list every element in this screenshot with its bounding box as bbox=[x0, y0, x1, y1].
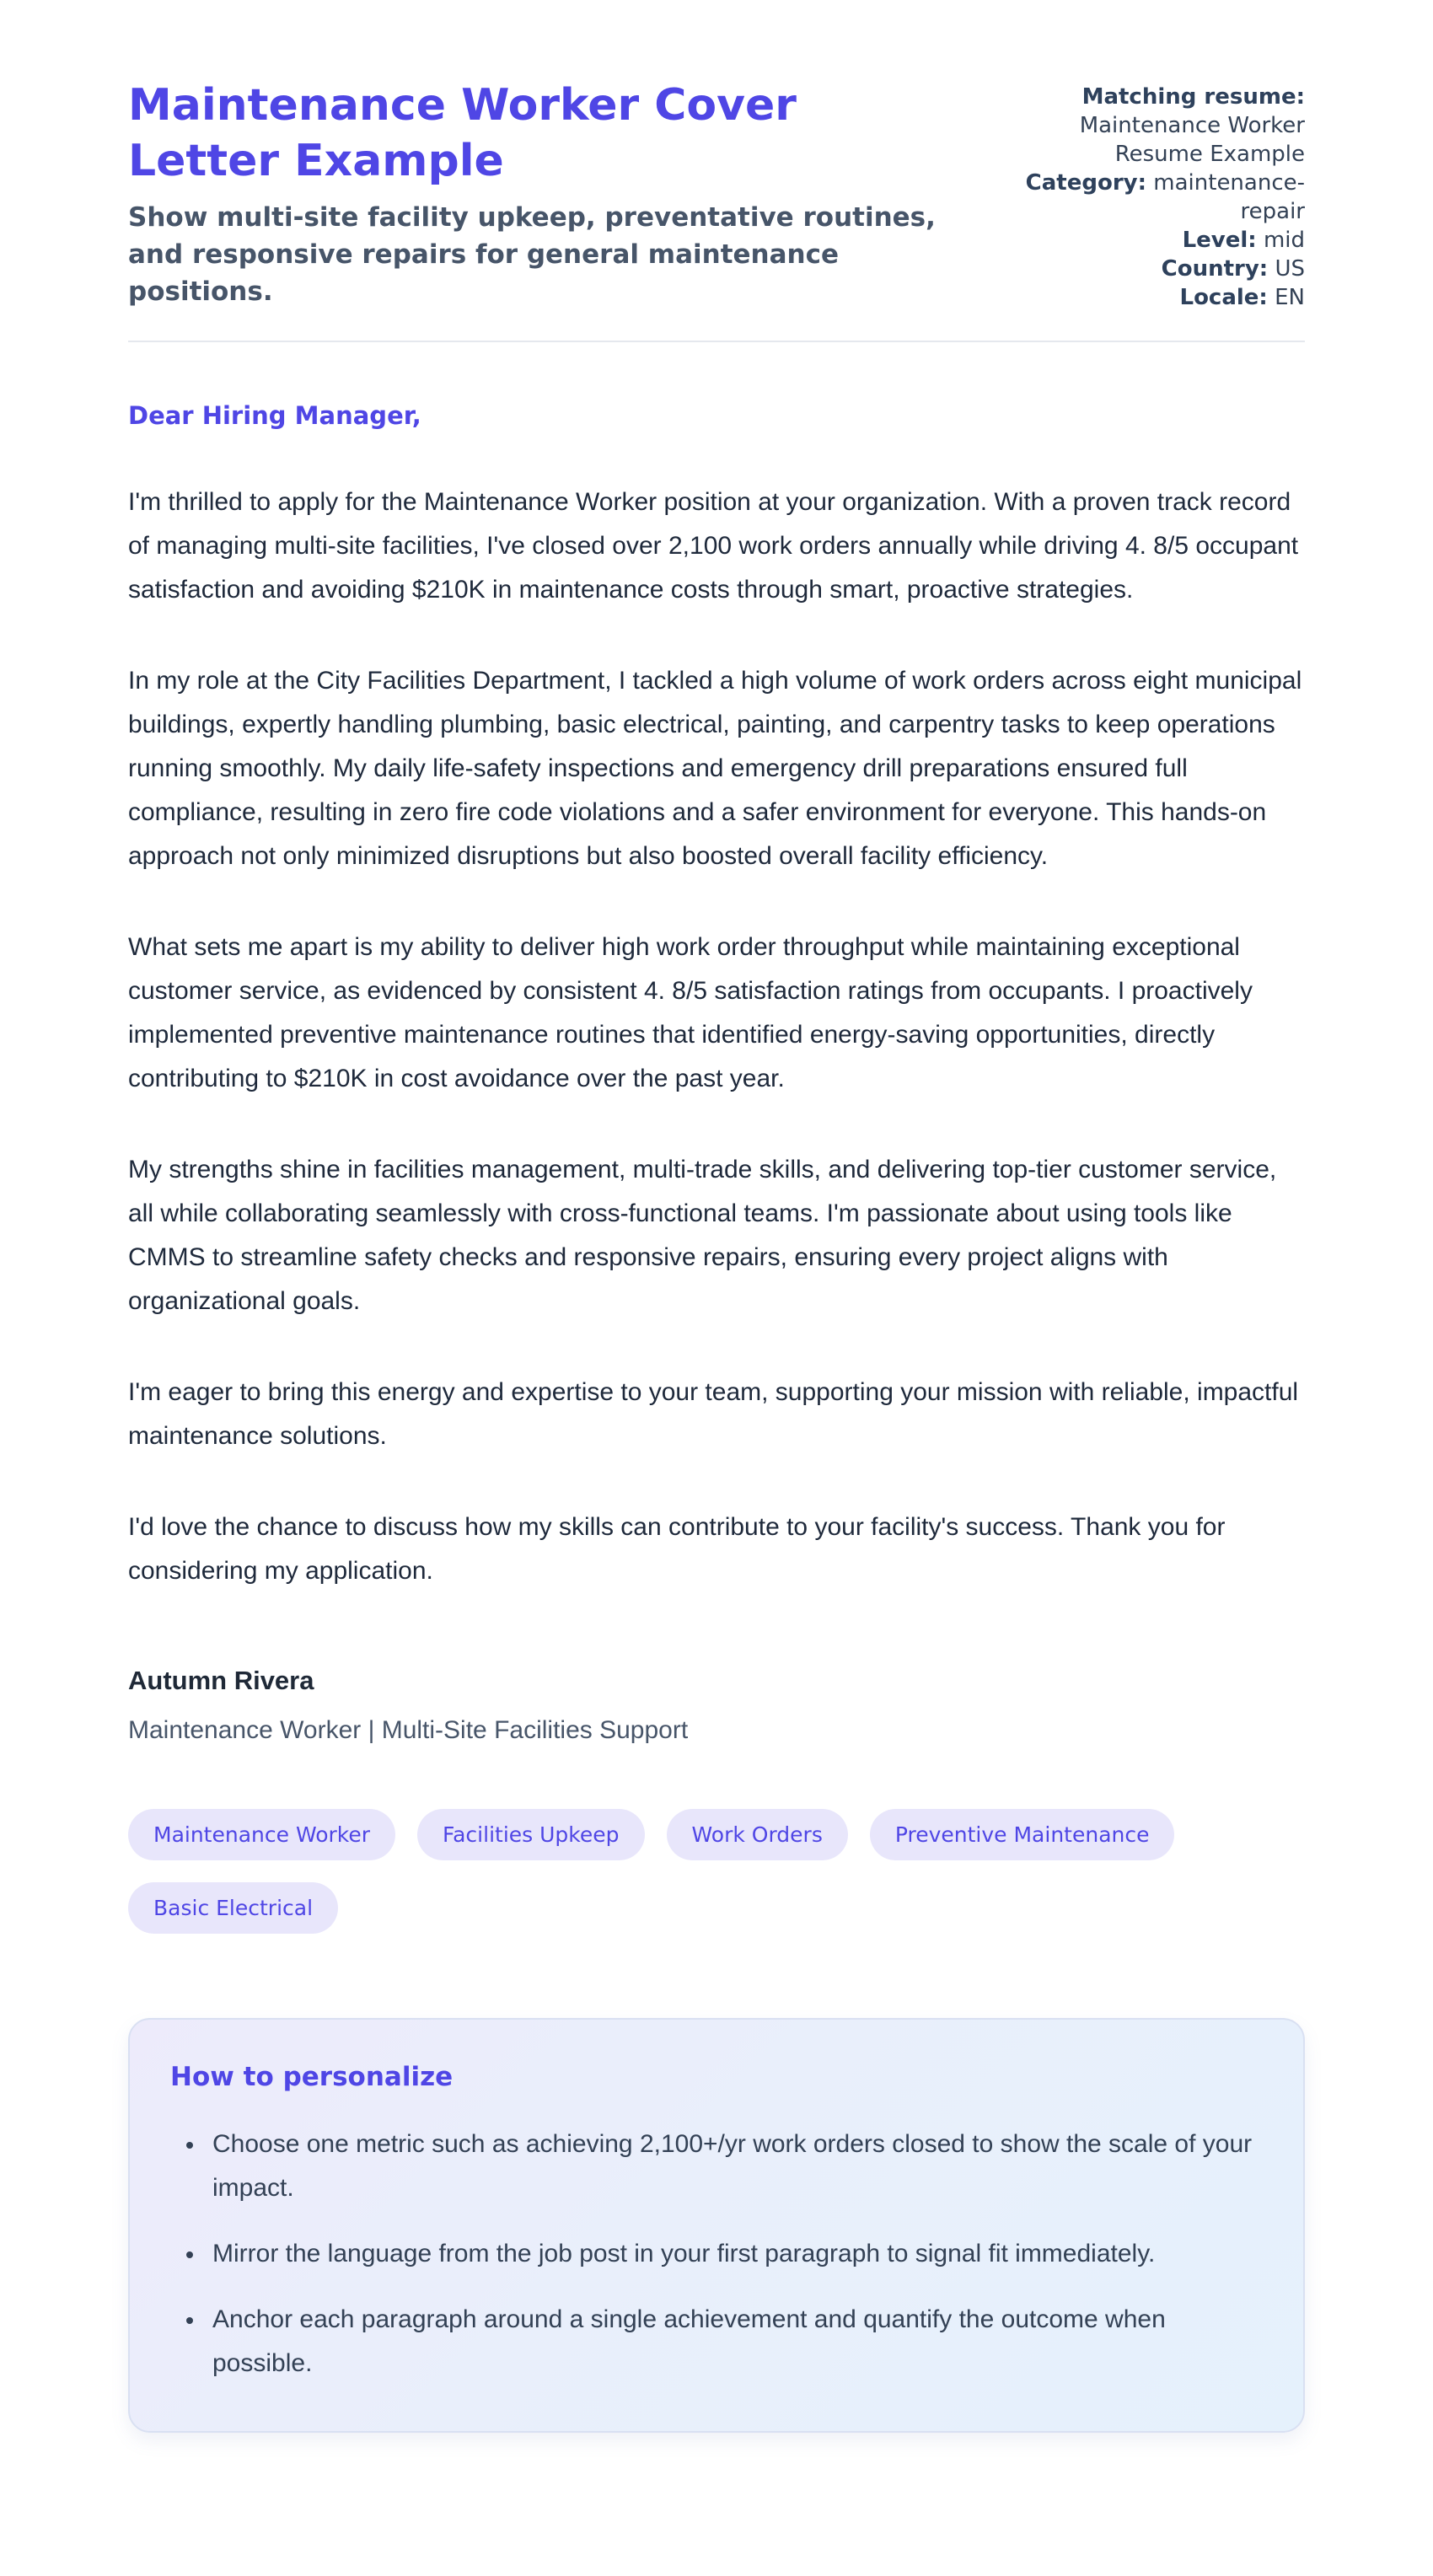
signature-role: Maintenance Worker | Multi-Site Facilities Support bbox=[128, 1716, 689, 1744]
meta-field-locale bbox=[1008, 283, 1305, 312]
page-title: Maintenance Worker Cover Letter Example bbox=[128, 80, 797, 186]
meta-label: Country: bbox=[1161, 256, 1269, 282]
meta-label: Matching resume: bbox=[1081, 84, 1305, 110]
meta-value: Maintenance Worker Resume Example bbox=[1079, 113, 1305, 167]
cover-letter-body bbox=[128, 342, 1305, 1745]
resume-meta bbox=[1008, 78, 1305, 312]
page-header bbox=[128, 78, 1305, 312]
meta-value: maintenance-repair bbox=[1153, 170, 1305, 224]
meta-field-matching-resume bbox=[1008, 83, 1305, 169]
meta-value: US bbox=[1275, 256, 1305, 282]
tag-pill-facilities-upkeep[interactable]: Facilities Upkeep bbox=[417, 1809, 644, 1860]
personalize-tip: • Mirror the language from the job post in your first paragraph to signal fit immediately. bbox=[206, 2232, 1256, 2276]
letter-paragraph: I'm thrilled to apply for the Maintenance Worker position at your organization. With a proven track record of managing multi-site facilities, I've closed over 2,100 work orders annually while driving 4. 8/5 occupant satisfaction and avoiding $210K in maintenance costs through smart, proactive strategies. bbox=[128, 488, 1299, 604]
page-subtitle: Show multi-site facility upkeep, preventative routines, and responsive repairs for general maintenance positions. bbox=[128, 202, 936, 307]
page-container bbox=[128, 0, 1305, 2483]
meta-label: Category: bbox=[1025, 170, 1147, 196]
personalize-tips-list bbox=[170, 2123, 1256, 2385]
header-title-block bbox=[128, 78, 942, 310]
tag-pill-preventive-maintenance[interactable]: Preventive Maintenance bbox=[870, 1809, 1175, 1860]
personalize-tip: • Choose one metric such as achieving 2,100+/yr work orders closed to show the scale of your impact. bbox=[206, 2123, 1256, 2210]
personalize-callout bbox=[128, 2018, 1305, 2433]
tag-pill-work-orders[interactable]: Work Orders bbox=[667, 1809, 848, 1860]
letter-paragraph: In my role at the City Facilities Department, I tackled a high volume of work orders across eight municipal buildings, expertly handling plumbing, basic electrical, painting, and carpentry tasks to keep operations running smoothly. My daily life-safety inspections and emergency drill preparations ensured full compliance, resulting in zero fire code violations and a safer environment for everyone. This hands-on approach not only minimized disruptions but also boosted overall facility efficiency. bbox=[128, 667, 1302, 870]
letter-paragraph: I'm eager to bring this energy and expertise to your team, supporting your mission with reliable, impactful maintenance solutions. bbox=[128, 1378, 1299, 1450]
meta-field-country bbox=[1008, 255, 1305, 283]
meta-field-category bbox=[1008, 169, 1305, 226]
signature-name: Autumn Rivera bbox=[128, 1666, 314, 1695]
tag-pill-maintenance-worker[interactable]: Maintenance Worker bbox=[128, 1809, 395, 1860]
letter-paragraph: I'd love the chance to discuss how my skills can contribute to your facility's success. Thank you for considering my application. bbox=[128, 1513, 1226, 1585]
tag-pill-basic-electrical[interactable]: Basic Electrical bbox=[128, 1882, 338, 1934]
meta-value: mid bbox=[1263, 228, 1305, 253]
meta-field-level bbox=[1008, 226, 1305, 255]
letter-greeting: Dear Hiring Manager, bbox=[128, 401, 421, 430]
meta-value: EN bbox=[1275, 285, 1305, 310]
tags-row bbox=[128, 1809, 1305, 1934]
letter-paragraph: My strengths shine in facilities management, multi-trade skills, and delivering top-tier customer service, all while collaborating seamlessly with cross-functional teams. I'm passionate about using tools like CMMS to streamline safety checks and responsive repairs, ensuring every project aligns with organizational goals. bbox=[128, 1156, 1277, 1315]
personalize-heading: How to personalize bbox=[170, 2062, 454, 2092]
signature-block bbox=[128, 1666, 1305, 1745]
letter-paragraph: What sets me apart is my ability to deliver high work order throughput while maintaining exceptional customer service, as evidenced by consistent 4. 8/5 satisfaction ratings from occupants. I proactively implemented preventive maintenance routines that identified energy-saving opportunities, directly contributing to $210K in cost avoidance over the past year. bbox=[128, 933, 1253, 1092]
meta-label: Locale: bbox=[1179, 285, 1268, 310]
meta-label: Level: bbox=[1182, 228, 1257, 253]
personalize-tip: • Anchor each paragraph around a single achievement and quantify the outcome when possible. bbox=[206, 2298, 1256, 2385]
